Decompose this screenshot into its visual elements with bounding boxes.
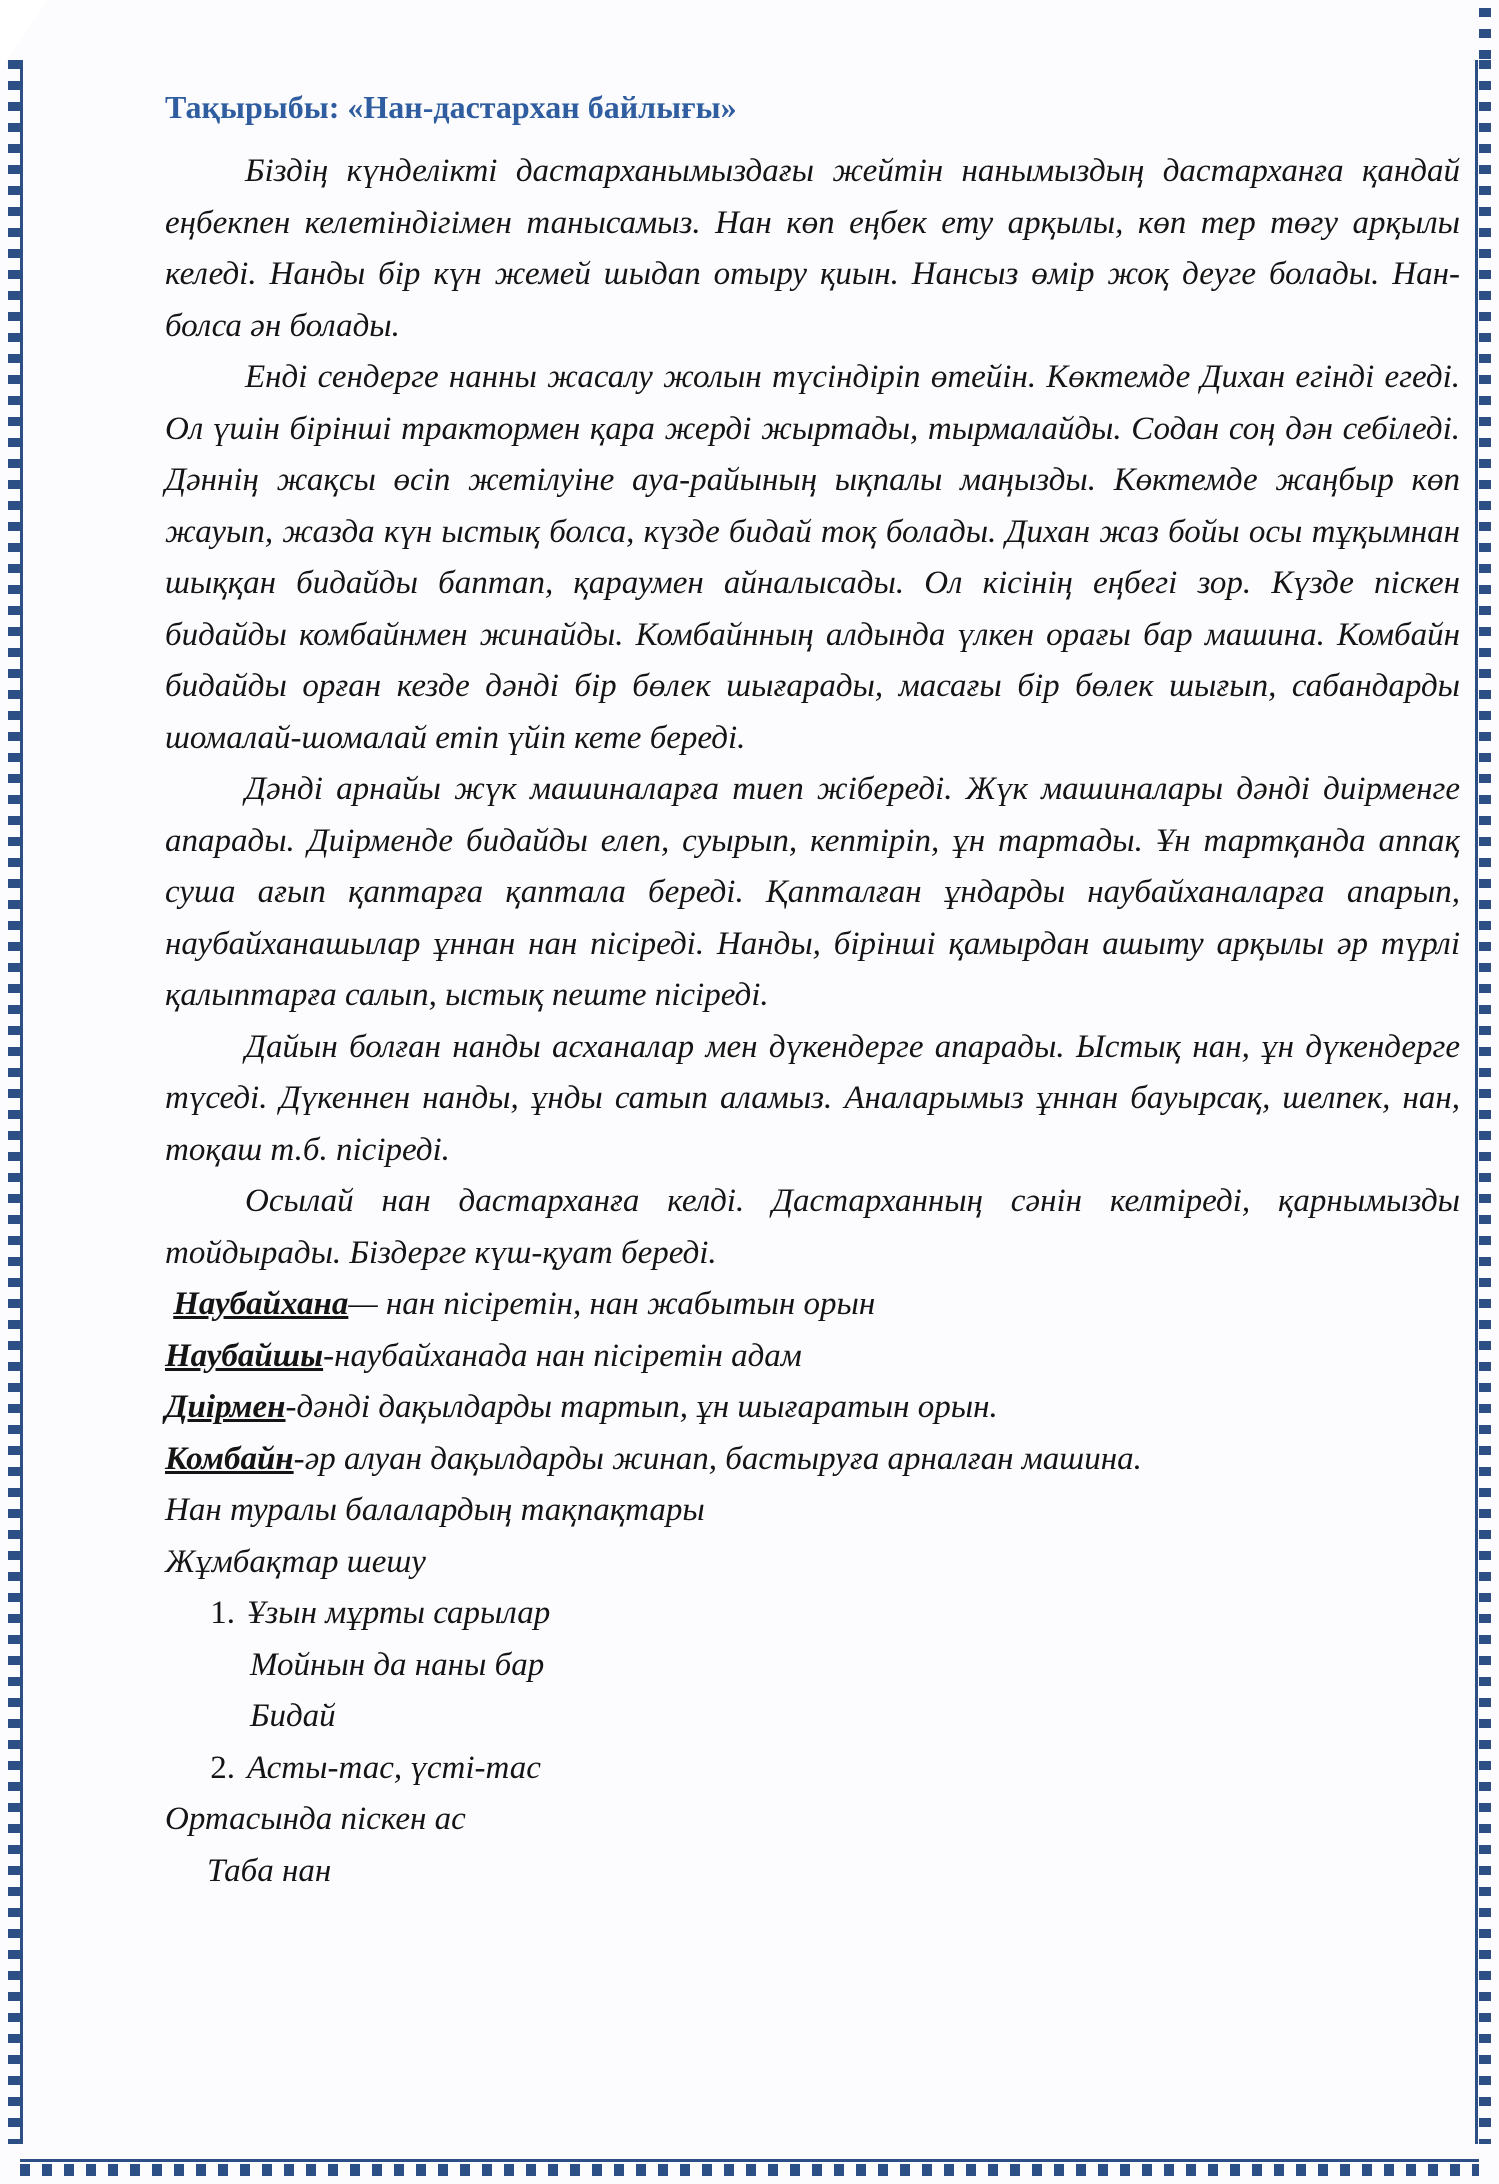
glossary-term: Комбайн bbox=[165, 1440, 294, 1477]
glossary-definition: -әр алуан дақылдарды жинап, бастыруға арналған машина. bbox=[293, 1440, 1142, 1477]
paragraph: Дәнді арнайы жүк машиналарға тиеп жібереді. Жүк машиналары дәнді диірменге апарады. Диірменде бидайды елеп, суырып, кептіріп, ұн тартады. Ұн тартқанда аппақ суша ағып қаптарға қаптала береді. Қапталған ұндарды наубайханаларға апарып, наубайханашылар ұннан нан пісіреді. Нанды, бірінші қамырдан ашыту арқылы әр түрлі қалыптарға салып, ыстық пеште пісіреді. bbox=[165, 771, 1460, 1013]
document-body bbox=[165, 82, 1460, 1897]
glossary-definition: -наубайханада нан пісіретін адам bbox=[323, 1337, 802, 1374]
section-heading-riddles: Жұмбақтар шешу bbox=[165, 1543, 426, 1580]
page-title: Тақырыбы: «Нан-дастархан байлығы» bbox=[165, 89, 737, 125]
paragraph: Дайын болған нанды асханалар мен дүкендерге апарады. Ыстық нан, ұн дүкендерге түседі. Дүкеннен нанды, ұнды сатып аламыз. Аналарымыз ұннан бауырсақ, шелпек, нан, тоқаш т.б. пісіреді. bbox=[165, 1028, 1460, 1168]
glossary-entry bbox=[165, 1382, 1460, 1434]
paragraph: Осылай нан дастарханға келді. Дастарханның сәнін келтіреді, қарнымызды тойдырады. Біздерге күш-қуат береді. bbox=[165, 1183, 1460, 1271]
glossary-term: Наубайхана bbox=[173, 1286, 349, 1322]
paragraph: Енді сендерге нанны жасалу жолын түсіндіріп өтейін. Көктемде Дихан егінді егеді. Ол үшін бірінші трактормен қара жерді жыртады, тырмалайды. Содан соң дән себіледі. Дәннің жақсы өсіп жетілуіне ауа-райының ықпалы маңызды. Көктемде жаңбыр көп жауып, жазда күн ыстық болса, күзде бидай тоқ болады. Дихан жаз бойы осы тұқымнан шыққан бидайды баптап, қараумен айналысады. Ол кісінің еңбегі зор. Күзде піскен бидайды комбайнмен жинайды. Комбайнның алдында үлкен орағы бар машина. Комбайн бидайды орған кезде дәнді бір бөлек шығарады, масағы бір бөлек шығып, сабандарды шомалай-шомалай етіп үйіп кете береді. bbox=[165, 359, 1460, 756]
border-left bbox=[8, 60, 20, 2144]
riddle-answer: Таба нан bbox=[207, 1852, 332, 1889]
paragraph: Біздің күнделікті дастарханымыздағы жейтін нанымыздың дастарханға қандай еңбекпен келетіндігімен танысамыз. Нан көп еңбек ету арқылы, көп тер төгу арқылы келеді. Нанды бір күн жемей шыдап отыру қиын. Нансыз өмір жоқ деуге болады. Нан- болса ән болады. bbox=[165, 153, 1460, 344]
riddle-number: 2. bbox=[210, 1749, 235, 1786]
glossary-entry bbox=[165, 1331, 1460, 1383]
glossary-definition: — нан пісіретін, нан жабытын орын bbox=[348, 1286, 876, 1322]
glossary-definition: -дәнді дақылдарды тартып, ұн шығаратын орын. bbox=[285, 1389, 998, 1425]
riddle-line: 1. Ұзын мұрты сарылар bbox=[165, 1588, 1460, 1640]
glossary-term: Диірмен bbox=[165, 1389, 286, 1425]
riddle-line: Ортасында піскен ас bbox=[165, 1801, 466, 1837]
border-top-right bbox=[1479, 8, 1491, 68]
glossary-term: Наубайшы bbox=[165, 1337, 324, 1374]
border-right bbox=[1479, 60, 1491, 2144]
riddle-line: 2. Асты-тас, үсті-тас bbox=[165, 1743, 1460, 1795]
riddle-answer: Бидай bbox=[250, 1698, 336, 1734]
glossary-entry bbox=[165, 1434, 1460, 1486]
glossary-entry bbox=[165, 1279, 1460, 1331]
section-heading-poems: Нан туралы балалардың тақпақтары bbox=[165, 1492, 705, 1528]
riddle-line: Мойнын да наны бар bbox=[250, 1646, 545, 1683]
riddle-number: 1. bbox=[210, 1595, 235, 1631]
border-bottom bbox=[20, 2164, 1479, 2176]
